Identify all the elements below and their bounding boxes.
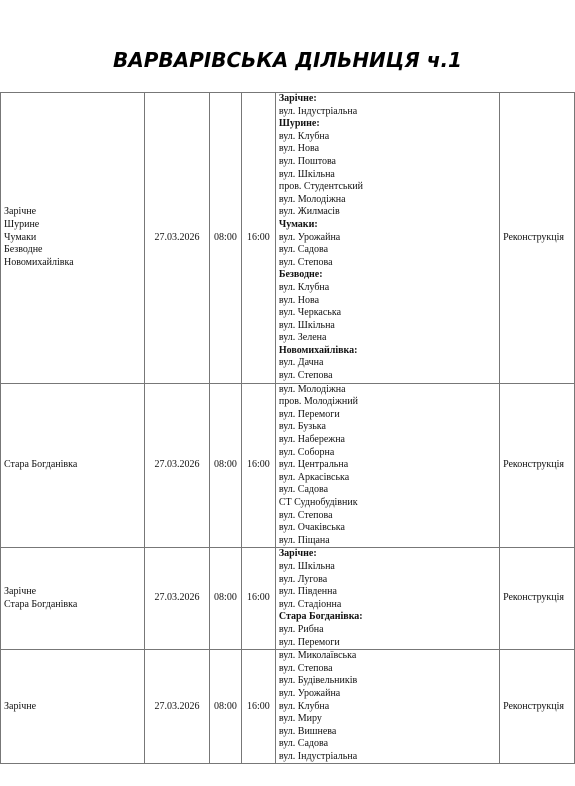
reason-cell: Реконструкція xyxy=(500,650,575,764)
start-time-cell: 08:00 xyxy=(209,93,241,384)
street-name: вул. Аркасівська xyxy=(278,471,350,483)
street-name: вул. Урожайна xyxy=(278,687,341,699)
street-name: вул. Клубна xyxy=(278,281,330,293)
settlement-name: Стара Богданівка xyxy=(4,598,78,610)
street-group-heading: Зарічне: xyxy=(278,93,317,104)
settlements-cell xyxy=(1,93,145,384)
street-name: вул. Піщана xyxy=(278,534,330,546)
table-row xyxy=(1,93,575,384)
street-name: вул. Нова xyxy=(278,294,320,306)
street-group-heading: Зарічне: xyxy=(278,548,317,560)
street-name: вул. Центральна xyxy=(278,459,349,471)
street-name: вул. Перемоги xyxy=(278,636,340,648)
street-name: вул. Південна xyxy=(278,586,337,598)
settlements-cell xyxy=(1,383,145,548)
reason-cell: Реконструкція xyxy=(500,383,575,548)
settlement-name: Зарічне xyxy=(4,586,37,598)
end-time-cell: 16:00 xyxy=(241,383,275,548)
street-name: вул. Степова xyxy=(278,509,333,521)
street-name: вул. Рибна xyxy=(278,623,324,635)
date-cell: 27.03.2026 xyxy=(145,383,210,548)
street-group-heading: Стара Богданівка: xyxy=(278,611,363,623)
settlements-cell xyxy=(1,650,145,764)
settlements-cell xyxy=(1,548,145,650)
street-name: вул. Соборна xyxy=(278,446,335,458)
street-name: вул. Степова xyxy=(278,256,333,268)
settlement-name: Чумаки xyxy=(4,231,37,243)
streets-cell xyxy=(275,548,499,650)
street-group-heading: Новомихайлівка: xyxy=(278,344,358,356)
street-name: вул. Садова xyxy=(278,244,329,256)
street-name: пров. Молодіжний xyxy=(278,396,358,408)
street-name: вул. Індустріальна xyxy=(278,105,358,117)
street-name: вул. Стадіонна xyxy=(278,598,342,610)
street-name: вул. Миколаївська xyxy=(278,650,357,662)
street-name: вул. Шкільна xyxy=(278,560,335,572)
settlement-name: Стара Богданівка xyxy=(4,459,78,471)
street-name: вул. Степова xyxy=(278,370,333,382)
street-name: СТ Суднобудівник xyxy=(278,497,358,508)
street-name: вул. Садова xyxy=(278,738,329,750)
street-name: пров. Студентський xyxy=(278,181,364,193)
street-name: вул. Очаківська xyxy=(278,522,345,534)
street-name: вул. Жилмасів xyxy=(278,206,340,218)
end-time-cell: 16:00 xyxy=(241,650,275,764)
end-time-cell: 16:00 xyxy=(241,93,275,384)
street-name: вул. Урожайна xyxy=(278,231,341,243)
street-name: вул. Черкаська xyxy=(278,307,342,319)
street-name: вул. Вишнева xyxy=(278,725,337,737)
street-name: вул. Перемоги xyxy=(278,408,340,420)
street-name: вул. Нова xyxy=(278,143,320,155)
settlement-name: Безводне xyxy=(4,244,43,256)
table-row xyxy=(1,383,575,548)
date-cell: 27.03.2026 xyxy=(145,650,210,764)
street-name: вул. Дачна xyxy=(278,357,324,369)
date-cell: 27.03.2026 xyxy=(145,93,210,384)
streets-cell xyxy=(275,93,499,384)
street-group-heading: Шурине: xyxy=(278,118,320,130)
page-title: ВАРВАРІВСЬКА ДІЛЬНИЦЯ ч.1 xyxy=(113,48,462,72)
table-row xyxy=(1,650,575,764)
street-name: вул. Лугова xyxy=(278,573,328,585)
street-name: вул. Поштова xyxy=(278,155,336,167)
street-name: вул. Набережна xyxy=(278,434,345,446)
start-time-cell: 08:00 xyxy=(209,548,241,650)
street-group-heading: Безводне: xyxy=(278,269,323,281)
reason-cell: Реконструкція xyxy=(500,93,575,384)
street-name: вул. Молодіжна xyxy=(278,383,346,395)
street-name: вул. Шкільна xyxy=(278,319,335,331)
street-name: вул. Садова xyxy=(278,484,329,496)
street-name: вул. Будівельників xyxy=(278,675,358,687)
outage-schedule-table xyxy=(0,92,575,764)
settlement-name: Зарічне xyxy=(4,700,37,712)
street-name: вул. Клубна xyxy=(278,130,330,142)
streets-cell xyxy=(275,650,499,764)
street-group-heading: Чумаки: xyxy=(278,218,318,230)
reason-cell: Реконструкція xyxy=(500,548,575,650)
street-name: вул. Індустріальна xyxy=(278,750,358,762)
end-time-cell: 16:00 xyxy=(241,548,275,650)
table-body xyxy=(1,93,575,764)
street-name: вул. Шкільна xyxy=(278,168,335,180)
street-name: вул. Бузька xyxy=(278,421,326,433)
start-time-cell: 08:00 xyxy=(209,383,241,548)
settlement-name: Шурине xyxy=(4,218,40,230)
street-name: вул. Зелена xyxy=(278,332,327,344)
settlement-name: Зарічне xyxy=(4,206,37,218)
start-time-cell: 08:00 xyxy=(209,650,241,764)
settlement-name: Новомихайлівка xyxy=(4,256,74,268)
street-name: вул. Миру xyxy=(278,713,322,725)
table-row xyxy=(1,548,575,650)
street-name: вул. Степова xyxy=(278,662,333,674)
street-name: вул. Клубна xyxy=(278,700,330,712)
street-name: вул. Молодіжна xyxy=(278,193,346,205)
date-cell: 27.03.2026 xyxy=(145,548,210,650)
streets-cell xyxy=(275,383,499,548)
